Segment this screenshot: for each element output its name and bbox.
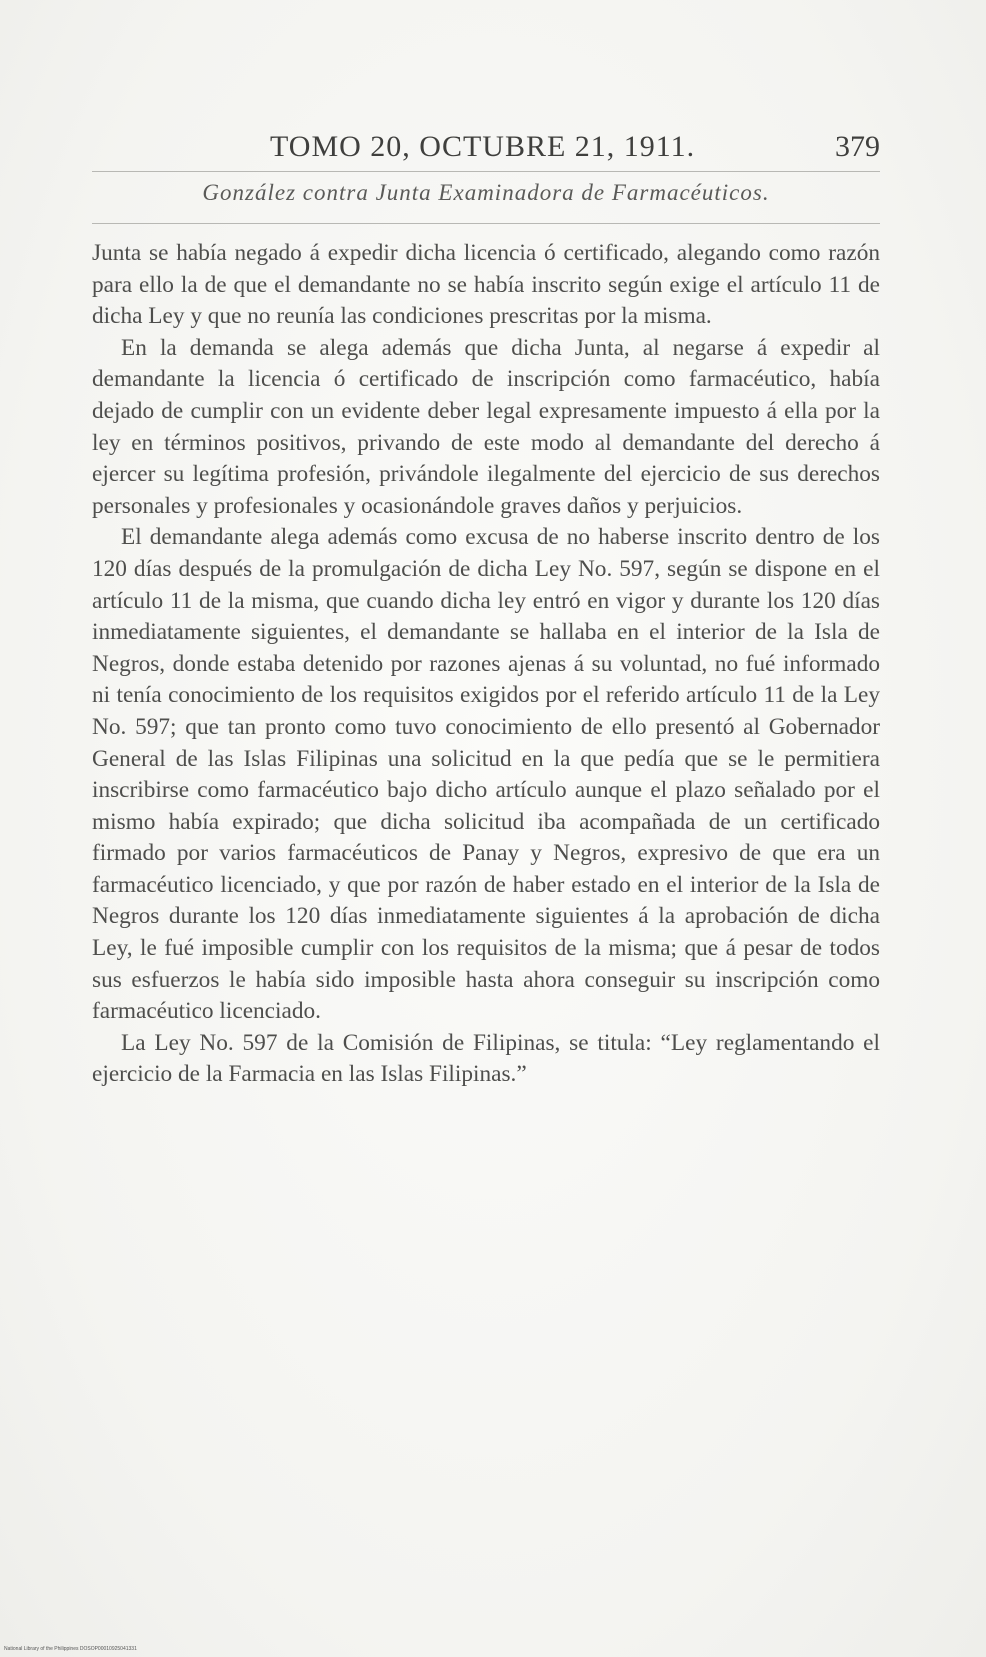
header-rule-top: [92, 171, 880, 172]
page-number: 379: [835, 130, 880, 163]
paragraph-3: El demandante alega además como excusa de no haberse inscrito dentro de los 120 días después de la promulgación de dicha Ley No. 597, según se dispone en el artículo 11 de la misma, que cuando dicha ley entró en vigor y durante los 120 días inmediatamente siguientes, el demandante se hallaba en el interior de la Isla de Negros, donde estaba detenido por razones ajenas á su voluntad, no fué informado ni tenía conocimiento de los requisitos exigidos por el referido artículo 11 de la Ley No. 597; que tan pronto como tuvo conocimiento de ello presentó al Gobernador General de las Islas Filipinas una solicitud en la que pedía que se le permitiera inscribirse como farmacéutico bajo dicho artículo aunque el plazo señalado por el mismo había expirado; que dicha solicitud iba acompañada de un certificado firmado por varios farmacéuticos de Panay y Negros, expresivo de que era un farmacéutico licenciado, y que por razón de haber estado en el interior de la Isla de Negros durante los 120 días inmediatamente siguientes á la aprobación de dicha Ley, le fué imposible cumplir con los requisitos de la misma; que á pesar de todos sus esfuerzos le había sido imposible hasta ahora conseguir su inscripción como farmacéutico licenciado.: [92, 524, 880, 1025]
paragraph-2: En la demanda se alega además que dicha Junta, al negarse á expedir al demandante la licencia ó certificado de inscripción como farmacéutico, había dejado de cumplir con un evidente deber legal expresamente impuesto á ella por la ley en términos positivos, privando de este modo al demandante del derecho á ejercer su legítima profesión, privándole ilegalmente del ejercicio de sus derechos personales y profesionales y ocasionándole graves daños y perjuicios.: [92, 334, 880, 519]
footer-credit: National Library of the Philippines DOSOP00010925041331: [4, 1646, 137, 1652]
running-title: TOMO 20, OCTUBRE 21, 1911.: [270, 130, 696, 163]
body-text: [92, 238, 880, 1091]
paragraph-1: Junta se había negado á expedir dicha licencia ó certificado, alegando como razón para ello la de que el demandante no se había inscrito según exige el artículo 11 de dicha Ley y que no reunía las condiciones prescritas por la misma.: [92, 240, 880, 330]
paragraph-4: La Ley No. 597 de la Comisión de Filipinas, se titula: “Ley reglamentando el ejercicio de la Farmacia en las Islas Filipinas.”: [92, 1029, 880, 1088]
page-header: [92, 130, 880, 176]
case-title: González contra Junta Examinadora de Farmacéuticos.: [202, 180, 770, 205]
header-rule-bottom: [92, 223, 880, 224]
